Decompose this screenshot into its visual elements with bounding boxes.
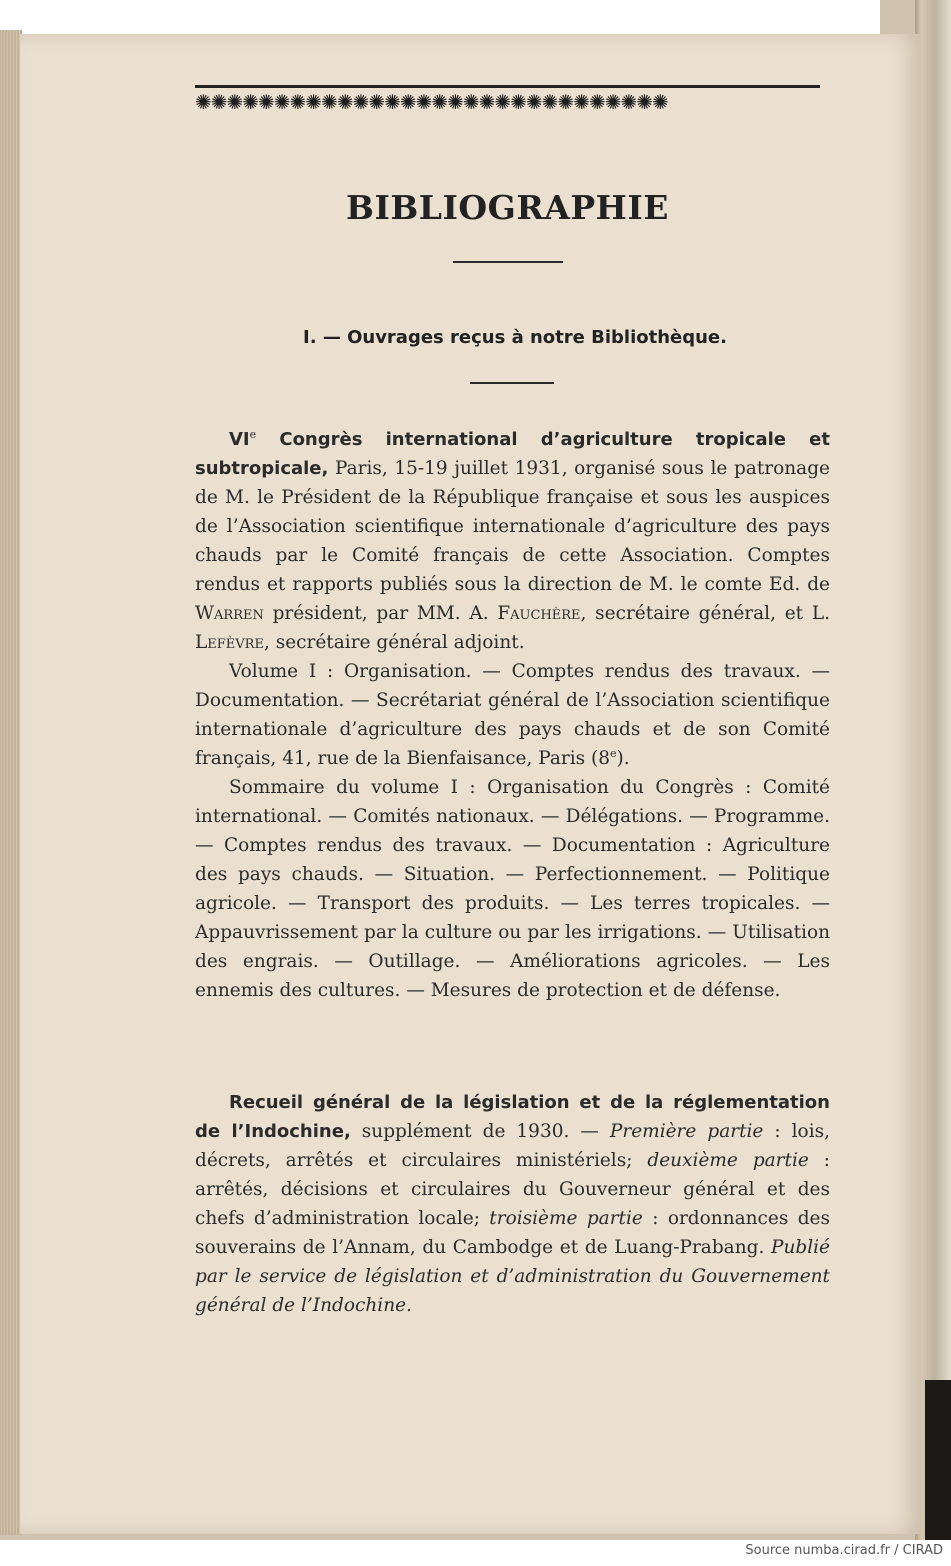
decorative-header-band (195, 85, 820, 125)
scan-dark-corner (925, 1380, 951, 1540)
ornament-rule (195, 85, 820, 88)
entry-congres (195, 425, 830, 1005)
entry-recueil-citation: Recueil général de la législation et de la réglementation de l’Indochine, supplément de 1930. — Première partie : lois, décrets, arrêtés et circulaires ministériels; deuxième partie : arrêtés, décisions et circulaires du Gouverneur général et des chefs d’administration locale; troisième partie : ordonnances des souverains de l’Annam, du Cambodge et de Luang-Prabang. Publié par le service de législation et d’administration du Gouvernement général de l’Indochine. (195, 1092, 831, 1316)
entry-congres-summary: Sommaire du volume I : Organisation du Congrès : Comité international. — Comités nationaux. — Délégations. — Programme. — Comptes rendus des travaux. — Documentation : Agriculture des pays chauds. — Situation. — Perfectionnement. — Politique agricole. — Transport des produits. — Les terres tropicales. — Appauvrissement par la culture ou par les irrigations. — Utilisation des engrais. — Outillage. — Améliorations agricoles. — Les ennemis des cultures. — Mesures de protection et de défense. (195, 777, 830, 1001)
entry-congres-citation: VIe Congrès international d’agriculture tropicale et subtropicale, Paris, 15-19 juillet 1931, organisé sous le patronage de M. le Président de la République française et sous les auspices de l’Association scientifique internationale d’agriculture des pays chauds par le Comité français de cette Association. Comptes rendus et rapports publiés sous la direction de M. le comte Ed. de Warren président, par MM. A. Fauchère, secrétaire général, et L. Lefèvre, secrétaire général adjoint. (195, 427, 830, 653)
book-spine-edge (915, 0, 951, 1540)
source-credit: Source numba.cirad.fr / CIRAD (745, 1543, 943, 1558)
ornament-stars: ✺✺✺✺✺✺✺✺✺✺✺✺✺✺✺✺✺✺✺✺✺✺✺✺✺✺✺✺✺✺ (195, 90, 668, 114)
section-heading: I. — Ouvrages reçus à notre Bibliothèque. (303, 327, 727, 348)
entry-recueil (195, 1088, 830, 1320)
title-divider (453, 261, 563, 263)
entry-congres-volume: Volume I : Organisation. — Comptes rendus des travaux. — Documentation. — Secrétariat général de l’Association scientifique internationale d’agriculture des pays chauds et de son Comité français, 41, rue de la Bienfaisance, Paris (8e). (195, 661, 830, 769)
scan-top-margin (0, 0, 880, 34)
section-divider (470, 382, 554, 384)
book-page-edges (0, 30, 22, 1535)
page-title: BIBLIOGRAPHIE (346, 188, 669, 227)
